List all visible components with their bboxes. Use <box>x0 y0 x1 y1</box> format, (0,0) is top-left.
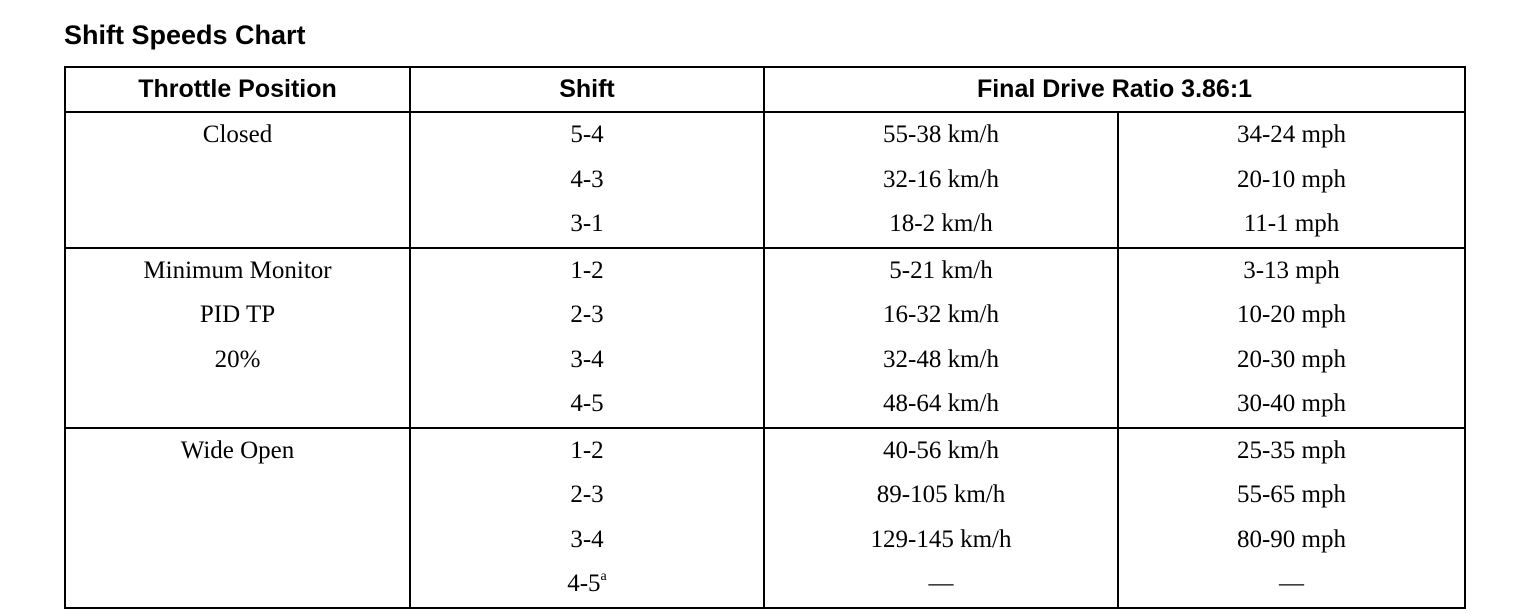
table-row <box>65 158 1465 203</box>
shift-cell <box>410 248 764 294</box>
header-shift: Shift <box>410 67 764 112</box>
table-row <box>65 562 1465 608</box>
shift-cell <box>410 518 764 563</box>
mph-cell: 3-13 mph <box>1118 248 1465 294</box>
shift-value: 2-3 <box>570 481 604 508</box>
kmh-cell: 129-145 km/h <box>764 518 1118 563</box>
table-row <box>65 202 1465 248</box>
table-body <box>65 112 1465 608</box>
throttle-position-cell <box>65 382 410 428</box>
shift-value: 3-4 <box>570 345 604 373</box>
throttle-position-cell: 20% <box>65 338 410 383</box>
mph-cell: 30-40 mph <box>1118 382 1465 428</box>
shift-cell <box>410 293 764 338</box>
mph-cell: 20-10 mph <box>1118 158 1465 203</box>
table-row <box>65 112 1465 158</box>
throttle-position-cell <box>65 473 410 518</box>
shift-value: 1-2 <box>570 436 604 464</box>
throttle-position-cell <box>65 202 410 248</box>
shift-value: 1-2 <box>570 256 604 284</box>
shift-value: 3-1 <box>570 210 604 237</box>
shift-value: 4-5 <box>570 390 604 417</box>
header-throttle-position: Throttle Position <box>65 67 410 112</box>
shift-cell <box>410 428 764 474</box>
table-row <box>65 473 1465 518</box>
throttle-position-cell <box>65 158 410 203</box>
kmh-cell: 55-38 km/h <box>764 112 1118 158</box>
header-row <box>65 67 1465 112</box>
kmh-cell: 32-48 km/h <box>764 338 1118 383</box>
shift-cell <box>410 562 764 608</box>
mph-cell: 11-1 mph <box>1118 202 1465 248</box>
kmh-cell: 5-21 km/h <box>764 248 1118 294</box>
table-row <box>65 382 1465 428</box>
shift-cell <box>410 382 764 428</box>
shift-speeds-table <box>64 66 1466 609</box>
shift-cell <box>410 338 764 383</box>
shift-value: 4-3 <box>570 165 604 193</box>
throttle-position-cell: Wide Open <box>65 428 410 474</box>
mph-cell: 25-35 mph <box>1118 428 1465 474</box>
mph-cell: 10-20 mph <box>1118 293 1465 338</box>
shift-cell <box>410 158 764 203</box>
table-row <box>65 293 1465 338</box>
throttle-position-cell: PID TP <box>65 293 410 338</box>
shift-cell <box>410 202 764 248</box>
shift-value: 4-5 <box>567 570 601 597</box>
table-row <box>65 428 1465 474</box>
table-row <box>65 248 1465 294</box>
shift-value: 2-3 <box>570 301 604 328</box>
mph-cell: 55-65 mph <box>1118 473 1465 518</box>
page-title: Shift Speeds Chart <box>64 20 306 50</box>
kmh-cell: 89-105 km/h <box>764 473 1118 518</box>
shift-cell <box>410 473 764 518</box>
throttle-position-cell <box>65 518 410 563</box>
throttle-position-cell: Closed <box>65 112 410 158</box>
kmh-cell: — <box>764 562 1118 608</box>
throttle-position-cell <box>65 562 410 608</box>
kmh-cell: 16-32 km/h <box>764 293 1118 338</box>
kmh-cell: 32-16 km/h <box>764 158 1118 203</box>
header-final-drive-ratio: Final Drive Ratio 3.86:1 <box>764 67 1465 112</box>
mph-cell: 20-30 mph <box>1118 338 1465 383</box>
footnote-marker: a <box>600 569 607 584</box>
table-row <box>65 518 1465 563</box>
table-row <box>65 338 1465 383</box>
shift-value: 3-4 <box>570 525 604 553</box>
shift-value: 5-4 <box>570 121 604 148</box>
kmh-cell: 48-64 km/h <box>764 382 1118 428</box>
shift-cell <box>410 112 764 158</box>
kmh-cell: 40-56 km/h <box>764 428 1118 474</box>
mph-cell: 80-90 mph <box>1118 518 1465 563</box>
throttle-position-cell: Minimum Monitor <box>65 248 410 294</box>
mph-cell: 34-24 mph <box>1118 112 1465 158</box>
mph-cell: — <box>1118 562 1465 608</box>
kmh-cell: 18-2 km/h <box>764 202 1118 248</box>
